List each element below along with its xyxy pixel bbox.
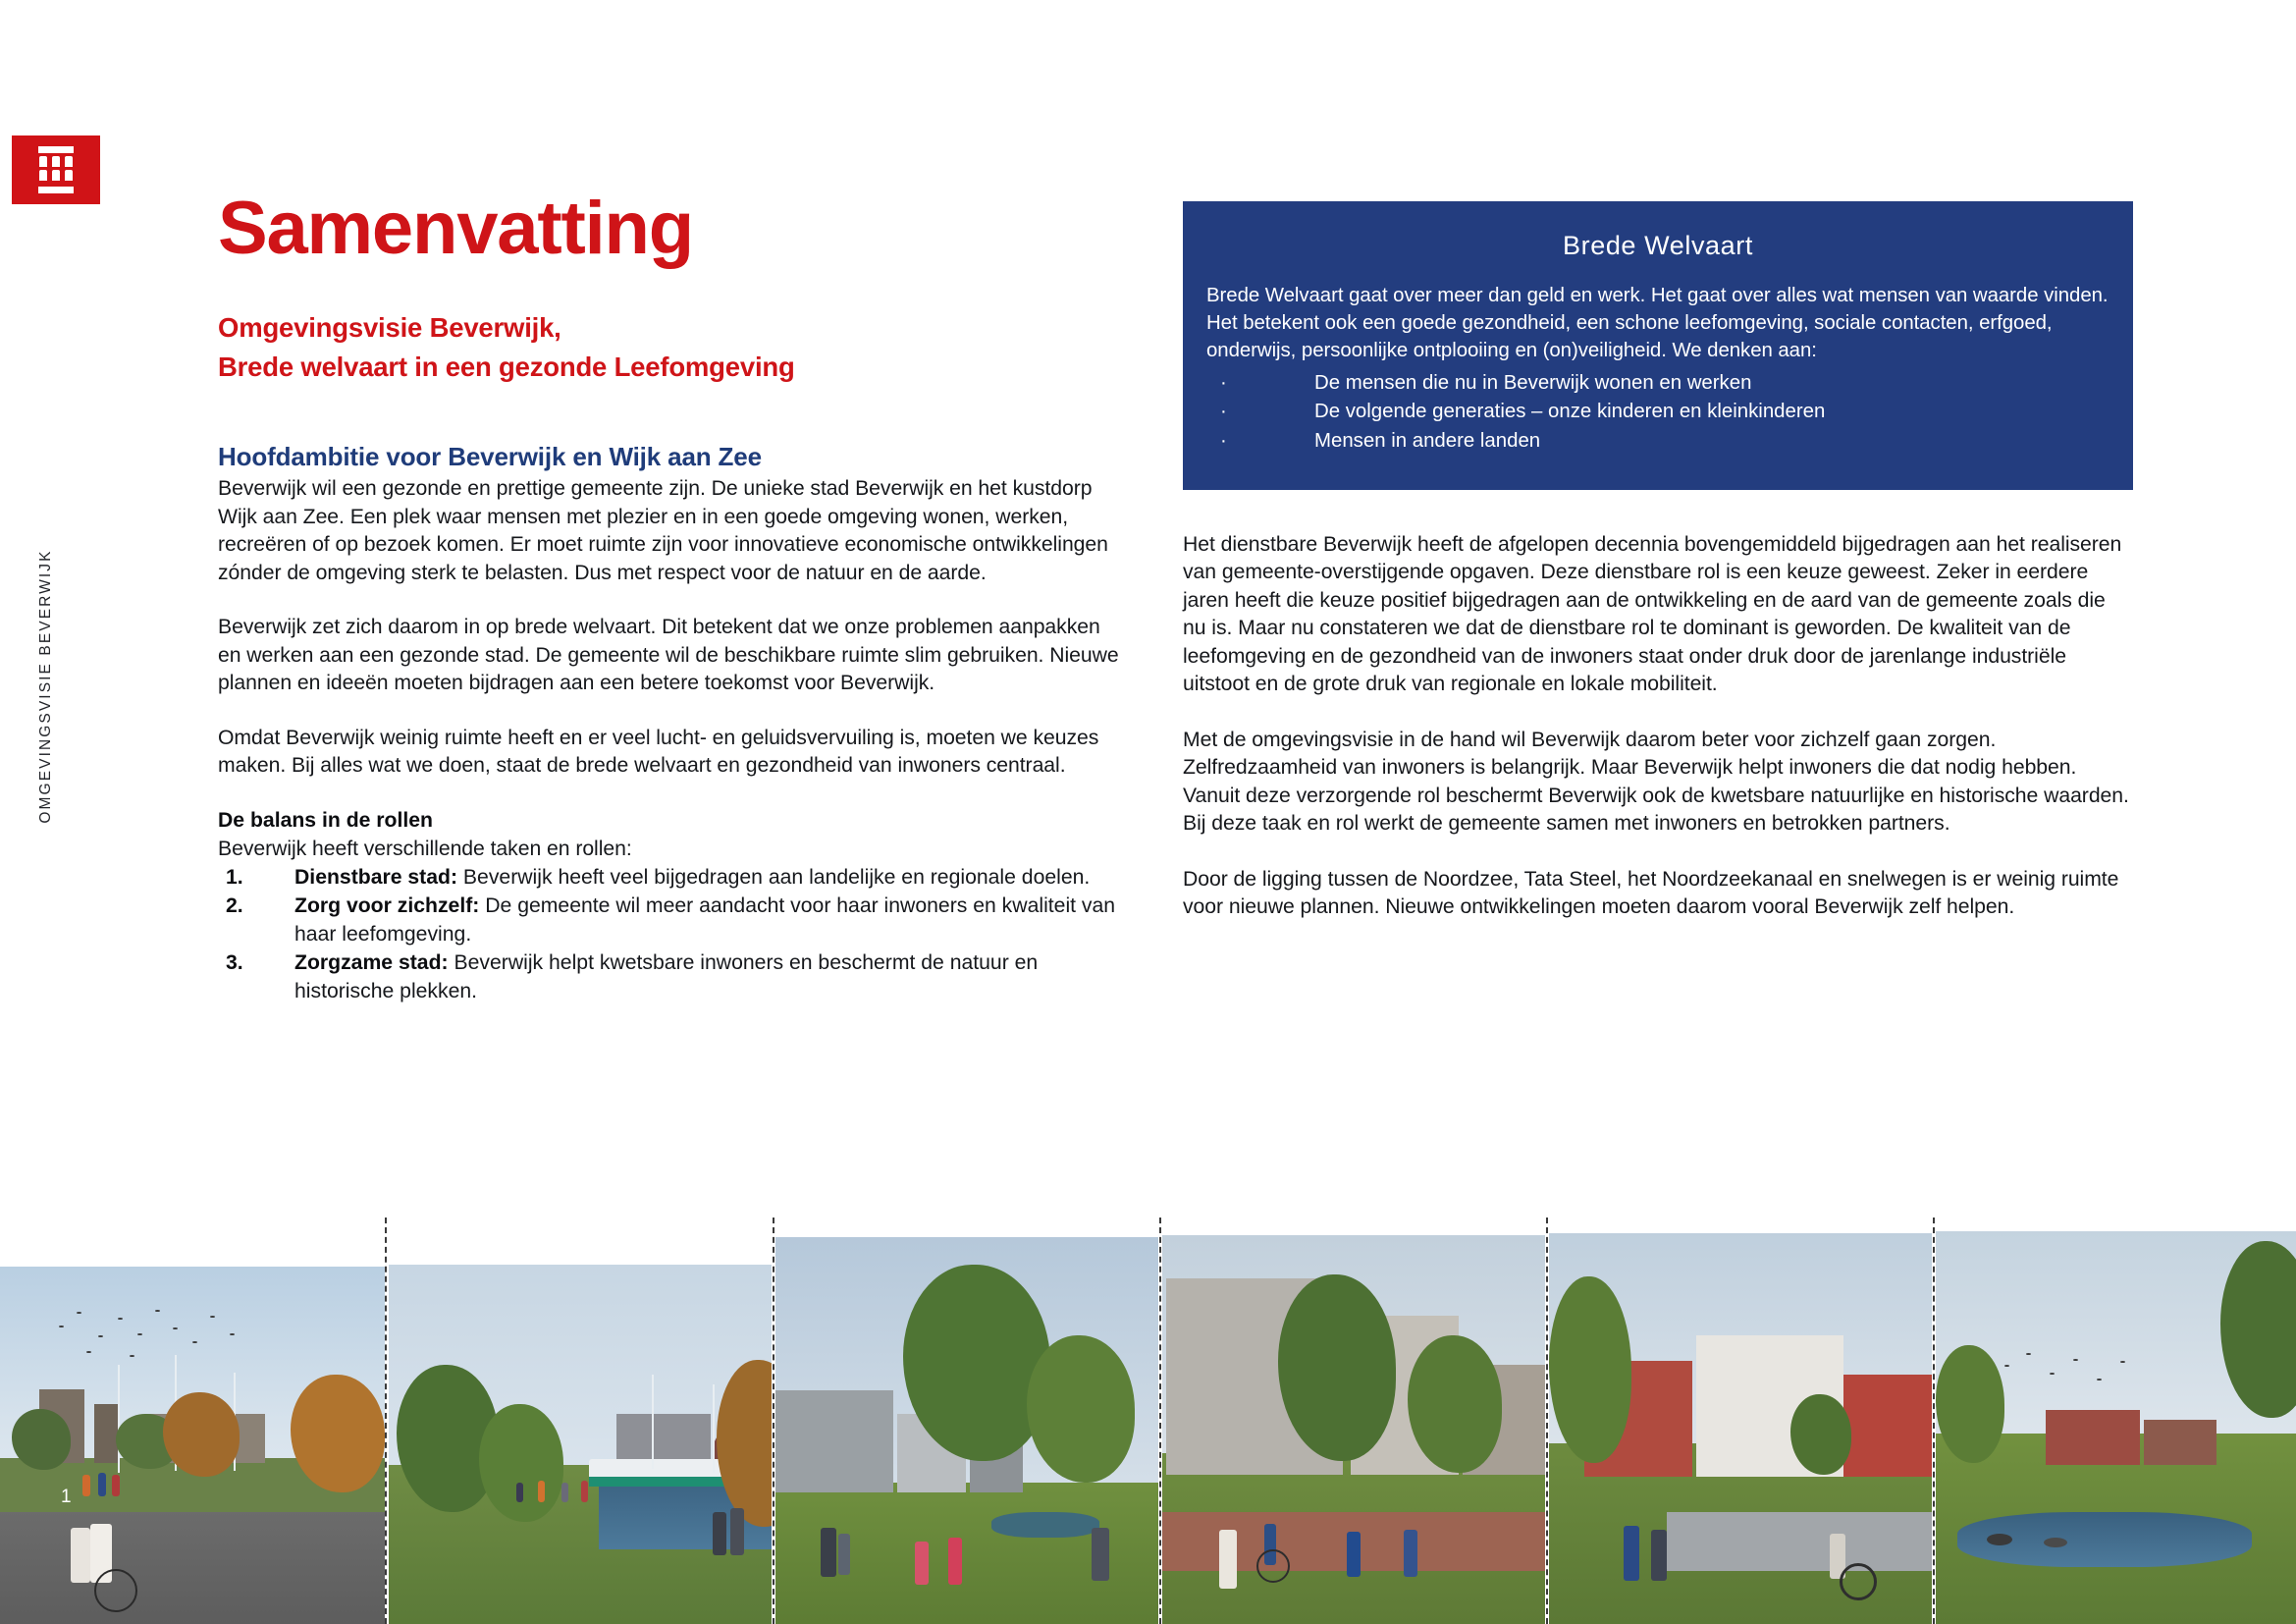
bullet-dot-icon: · — [1220, 401, 1227, 423]
list-item-text: Beverwijk heeft veel bijgedragen aan landelijke en regionale doelen. — [457, 865, 1091, 889]
list-item-text: Mensen in andere landen — [1314, 430, 1541, 453]
page-number: 1 — [61, 1487, 72, 1507]
left-column — [218, 187, 1121, 1006]
bullet-dot-icon: · — [1220, 430, 1227, 453]
callout-title: Brede Welvaart — [1563, 231, 1753, 260]
list-item-text: De volgende generaties – onze kinderen en kleinkinderen — [1314, 401, 1826, 423]
list-item-number: 2. — [226, 894, 243, 918]
list-item — [1206, 427, 2109, 457]
panel-care-building — [1549, 1218, 1932, 1624]
panel-divider — [1546, 1218, 1548, 1624]
panel-cycling-street — [0, 1218, 385, 1624]
brede-welvaart-callout — [1183, 201, 2133, 490]
right-column — [1183, 201, 2133, 949]
callout-paragraph: Brede Welvaart gaat over meer dan geld en werk. Het gaat over alles wat mensen van waarde vinden. Het betekent ook een goede gezondheid, een schone leefomgeving, sociale contacten, erfgoed, onderwijs, persoonlijke ontplooiing en (on)veiligheid. We denken aan: — [1206, 285, 2109, 361]
paragraph-hoofdambitie-1: Beverwijk wil een gezonde en prettige gemeente zijn. De unieke stad Beverwijk en het kustdorp Wijk aan Zee. Een plek waar mensen met plezier en in een goede omgeving wonen, werken, recreëren of op bezoek komen. Er moet ruimte zijn voor innovatieve economische ontwikkelingen zónder de omgeving sterk te belasten. Dus met respect voor de natuur en de aarde. — [218, 477, 1108, 584]
list-item-text: De mensen die nu in Beverwijk wonen en werken — [1314, 371, 1752, 394]
panel-city-square — [1162, 1218, 1545, 1624]
right-body-text — [1183, 531, 2133, 922]
subtitle-line-2: Brede welvaart in een gezonde Leefomgeving — [218, 351, 795, 382]
paragraph-dienstbaar: Het dienstbare Beverwijk heeft de afgelopen decennia bovengemiddeld bijgedragen aan het realiseren van gemeente-overstijgende opgaven. Deze dienstbare rol is een keuze geweest. Zeker in eerdere jaren heeft die keuze positief bijgedragen aan de ontwikkeling en de aard van de gemeente zoals die nu is. Maar nu constateren we dat de dienstbare rol te dominant is geworden. De kwaliteit van de leefomgeving en de gezondheid van de inwoners staat onder druk door de jarenlange industriële uitstoot en de grote druk van regionale en lokale mobiliteit. — [1183, 532, 2122, 696]
list-item-label: Zorgzame stad: — [294, 951, 449, 975]
bullet-dot-icon: · — [1220, 371, 1227, 394]
crest-bar-top — [38, 146, 74, 153]
list-item-label: Dienstbare stad: — [294, 865, 458, 889]
list-item — [1206, 398, 2109, 427]
rollen-list — [218, 864, 1121, 1006]
list-item — [218, 893, 1121, 948]
coat-of-arms-icon — [38, 146, 74, 193]
section-heading-hoofdambitie: Hoofdambitie voor Beverwijk en Wijk aan Zee — [218, 441, 762, 471]
list-item — [1206, 369, 2109, 399]
list-item — [218, 949, 1121, 1005]
list-item-number: 3. — [226, 951, 243, 975]
panel-waterfront-reeds — [1936, 1218, 2296, 1624]
panel-canal-park — [389, 1218, 772, 1624]
paragraph-omgevingsvisie: Met de omgevingsvisie in de hand wil Beverwijk daarom beter voor zichzelf gaan zorgen. Zelfredzaamheid van inwoners is belangrijk. Maar Beverwijk helpt inwoners die dat nodig hebben. Vanuit deze verzorgende rol beschermt Beverwijk ook de kwetsbare natuurlijke en historische waarden. Bij deze taak en rol werkt de gemeente samen met inwoners en betrokken partners. — [1183, 728, 2129, 836]
list-item — [218, 864, 1121, 893]
panel-divider — [1933, 1218, 1935, 1624]
photo-strip — [0, 1218, 2296, 1624]
paragraph-hoofdambitie-2: Beverwijk zet zich daarom in op brede welvaart. Dit betekent dat we onze problemen aanpakken en werken aan een gezonde stad. De gemeente wil de beschikbare ruimte slim gebruiken. Nieuwe plannen en ideeën moeten bijdragen aan een betere toekomst voor Beverwijk. — [218, 616, 1119, 695]
subtitle-line-1: Omgevingsvisie Beverwijk, — [218, 312, 561, 344]
list-item-number: 1. — [226, 865, 243, 889]
beverwijk-logo — [12, 135, 100, 204]
list-item-text: Beverwijk helpt kwetsbare inwoners en beschermt de natuur en historische plekken. — [294, 951, 1039, 1002]
panel-divider — [1159, 1218, 1161, 1624]
paragraph-hoofdambitie-3: Omdat Beverwijk weinig ruimte heeft en er veel lucht- en geluidsvervuiling is, moeten we keuzes maken. Bij alles wat we doen, staat de brede welvaart en gezondheid van inwoners centraal. — [218, 726, 1099, 778]
panel-divider — [773, 1218, 774, 1624]
vertical-document-label: OMGEVINGSVISIE BEVERWIJK — [37, 549, 54, 824]
paragraph-balans-intro: Beverwijk heeft verschillende taken en rollen: — [218, 838, 632, 861]
panel-divider — [385, 1218, 387, 1624]
crest-bar-bottom — [38, 187, 74, 193]
panel-green-neighbourhood — [775, 1218, 1158, 1624]
page-subtitle — [218, 308, 1121, 385]
paragraph-ligging: Door de ligging tussen de Noordzee, Tata Steel, het Noordzeekanaal en snelwegen is er weinig ruimte voor nieuwe plannen. Nieuwe ontwikkelingen moeten daarom vooral Beverwijk zelf helpen. — [1183, 867, 2119, 919]
list-item-label: Zorg voor zichzelf: — [294, 894, 480, 918]
page-title: Samenvatting — [218, 187, 693, 270]
callout-bullet-list — [1206, 369, 2109, 457]
subsection-heading-balans: De balans in de rollen — [218, 808, 433, 832]
list-item-text: De gemeente wil meer aandacht voor haar inwoners en kwaliteit van haar leefomgeving. — [294, 894, 1116, 946]
